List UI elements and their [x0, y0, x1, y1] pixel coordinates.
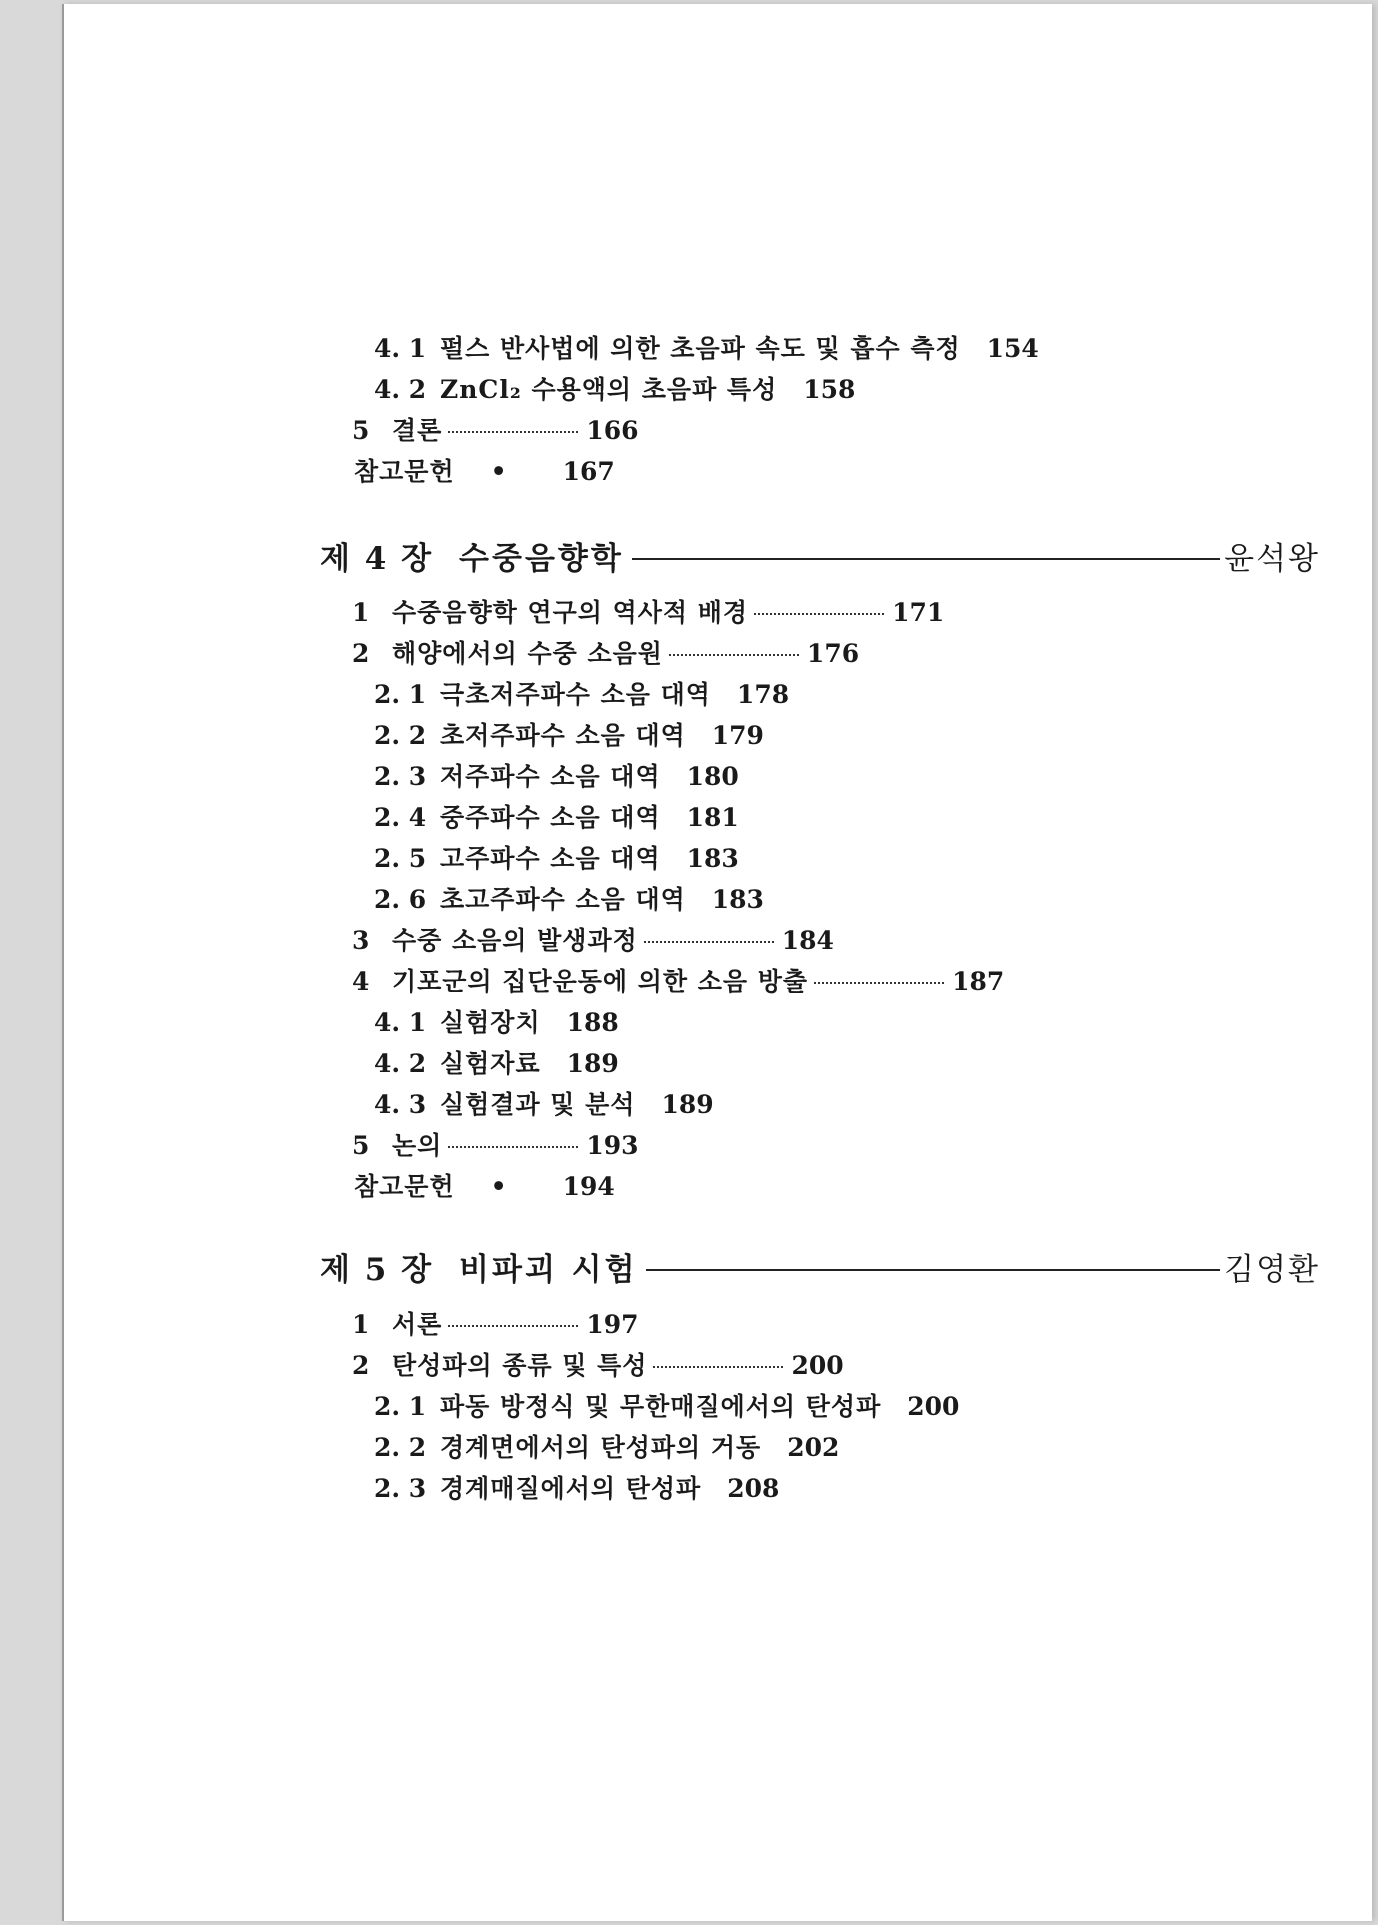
toc-entry: [352, 416, 639, 446]
toc-entry-page: 183: [711, 885, 764, 914]
toc-entry-page: 188: [566, 1008, 619, 1037]
toc-entry-page: 200: [907, 1392, 960, 1421]
document-page: [62, 4, 1372, 1921]
toc-entry-title: 펄스 반사법에 의한 초음파 속도 및 흡수 측정: [440, 334, 961, 363]
toc-entry-number: 4. 2: [374, 375, 427, 404]
chapter-5-author: 김영환: [1224, 1252, 1320, 1288]
toc-entry-page: 166: [586, 416, 639, 445]
toc-entry-title: 초저주파수 소음 대역: [440, 721, 686, 750]
toc-entry: [354, 1172, 615, 1202]
toc-entry: [352, 926, 834, 956]
toc-entry-number: 2. 5: [374, 844, 427, 873]
toc-entry-title: 실험장치: [440, 1008, 541, 1037]
leader-dots: [644, 941, 774, 943]
toc-entry-page: 180: [686, 762, 739, 791]
toc-entry-number: 3: [352, 926, 370, 955]
toc-entry-number: 4. 3: [374, 1090, 427, 1119]
toc-entry-page: 193: [586, 1131, 639, 1160]
toc-entry-page: 194: [562, 1172, 615, 1201]
toc-entry-title: 참고문헌: [354, 457, 455, 486]
toc-entry: [352, 1131, 639, 1161]
toc-entry-number: 2. 2: [374, 721, 427, 750]
toc-entry-page: 187: [952, 967, 1005, 996]
toc-entry-page: 197: [586, 1310, 639, 1339]
toc-entry-number: 2: [352, 639, 370, 668]
toc-entry-title: 논의: [392, 1131, 443, 1160]
toc-entry: [374, 1049, 619, 1079]
toc-entry: [352, 1310, 639, 1340]
toc-entry-title: 서론: [392, 1310, 443, 1339]
toc-entry-title: 탄성파의 종류 및 특성: [392, 1351, 648, 1380]
toc-entry-title: 저주파수 소음 대역: [440, 762, 661, 791]
toc-entry: [374, 1392, 959, 1422]
toc-entry-page: 179: [711, 721, 764, 750]
toc-entry: [374, 680, 789, 710]
toc-entry-page: 183: [686, 844, 739, 873]
toc-entry-title: 수중 소음의 발생과정: [392, 926, 638, 955]
chapter-4-rule: [632, 558, 1220, 560]
leader-dots: [653, 1366, 783, 1368]
toc-entry-title: 해양에서의 수중 소음원: [392, 639, 663, 668]
toc-entry-page: 181: [686, 803, 739, 832]
bullet-mark: •: [490, 457, 507, 486]
toc-entry-number: 5: [352, 1131, 370, 1160]
toc-entry-number: 2. 3: [374, 1474, 427, 1503]
toc-entry-number: 2. 4: [374, 803, 427, 832]
toc-entry: [374, 885, 764, 915]
toc-entry: [354, 457, 615, 487]
chapter-5-title: 비파괴 시험: [459, 1252, 638, 1288]
chapter-5-label: 제 5 장: [320, 1252, 434, 1288]
toc-entry-number: 4. 1: [374, 1008, 427, 1037]
toc-entry-title: 기포군의 집단운동에 의한 소음 방출: [392, 967, 809, 996]
toc-entry-number: 4: [352, 967, 370, 996]
toc-entry-page: 176: [806, 639, 860, 668]
toc-entry-page: 189: [566, 1049, 619, 1078]
toc-entry-title: 참고문헌: [354, 1172, 455, 1201]
toc-entry-title: 파동 방정식 및 무한매질에서의 탄성파: [440, 1392, 882, 1421]
toc-entry-page: 202: [787, 1433, 840, 1462]
toc-entry-title: 결론: [392, 416, 443, 445]
toc-entry: [352, 639, 859, 669]
leader-dots: [448, 1146, 578, 1148]
toc-entry-title: 극초저주파수 소음 대역: [440, 680, 711, 709]
leader-dots: [448, 1325, 578, 1327]
toc-entry: [352, 598, 944, 628]
toc-entry-page: 158: [803, 375, 856, 404]
leader-dots: [448, 431, 578, 433]
toc-entry-page: 167: [562, 457, 615, 486]
toc-entry-page: 200: [791, 1351, 844, 1380]
toc-entry-number: 2: [352, 1351, 370, 1380]
toc-entry-number: 1: [352, 598, 370, 627]
toc-entry-page: 184: [781, 926, 834, 955]
toc-entry-number: 2. 3: [374, 762, 427, 791]
bullet-mark: •: [490, 1172, 507, 1201]
toc-entry-number: 4. 2: [374, 1049, 427, 1078]
toc-entry: [374, 1474, 779, 1504]
toc-entry-title: 중주파수 소음 대역: [440, 803, 661, 832]
toc-entry: [374, 1090, 714, 1120]
leader-dots: [814, 982, 944, 984]
toc-entry-title: 실험결과 및 분석: [440, 1090, 636, 1119]
toc-entry: [352, 1351, 844, 1381]
toc-entry: [374, 334, 1039, 364]
toc-entry-title: 수중음향학 연구의 역사적 배경: [392, 598, 749, 627]
chapter-4-heading: [320, 539, 1320, 579]
toc-entry-number: 4. 1: [374, 334, 427, 363]
toc-entry: [374, 803, 739, 833]
toc-entry-number: 1: [352, 1310, 370, 1339]
chapter-4-title: 수중음향학: [459, 541, 624, 577]
toc-entry: [374, 375, 855, 405]
toc-entry-title: 실험자료: [440, 1049, 541, 1078]
toc-entry-title: ZnCl₂ 수용액의 초음파 특성: [440, 375, 778, 404]
toc-entry-page: 189: [661, 1090, 714, 1119]
toc-entry: [352, 967, 1004, 997]
toc-entry: [374, 762, 739, 792]
chapter-5-heading: [320, 1250, 1320, 1290]
toc-entry-title: 고주파수 소음 대역: [440, 844, 661, 873]
toc-entry-number: 2. 2: [374, 1433, 427, 1462]
toc-entry-page: 171: [892, 598, 945, 627]
toc-entry: [374, 844, 739, 874]
chapter-4-label: 제 4 장: [320, 541, 434, 577]
toc-entry-title: 경계매질에서의 탄성파: [440, 1474, 702, 1503]
toc-entry-number: 2. 6: [374, 885, 427, 914]
toc-entry-number: 2. 1: [374, 1392, 427, 1421]
toc-entry-page: 208: [727, 1474, 780, 1503]
toc-entry-number: 2. 1: [374, 680, 427, 709]
toc-entry-title: 경계면에서의 탄성파의 거동: [440, 1433, 762, 1462]
leader-dots: [754, 613, 884, 615]
leader-dots: [669, 654, 799, 656]
toc-entry-title: 초고주파수 소음 대역: [440, 885, 686, 914]
toc-entry-number: 5: [352, 416, 370, 445]
toc-entry-page: 178: [736, 680, 790, 709]
chapter-5-rule: [646, 1269, 1221, 1271]
toc-entry: [374, 1433, 839, 1463]
toc-entry-page: 154: [986, 334, 1039, 363]
toc-entry: [374, 721, 764, 751]
toc-entry: [374, 1008, 619, 1038]
chapter-4-author: 윤석왕: [1224, 541, 1320, 577]
